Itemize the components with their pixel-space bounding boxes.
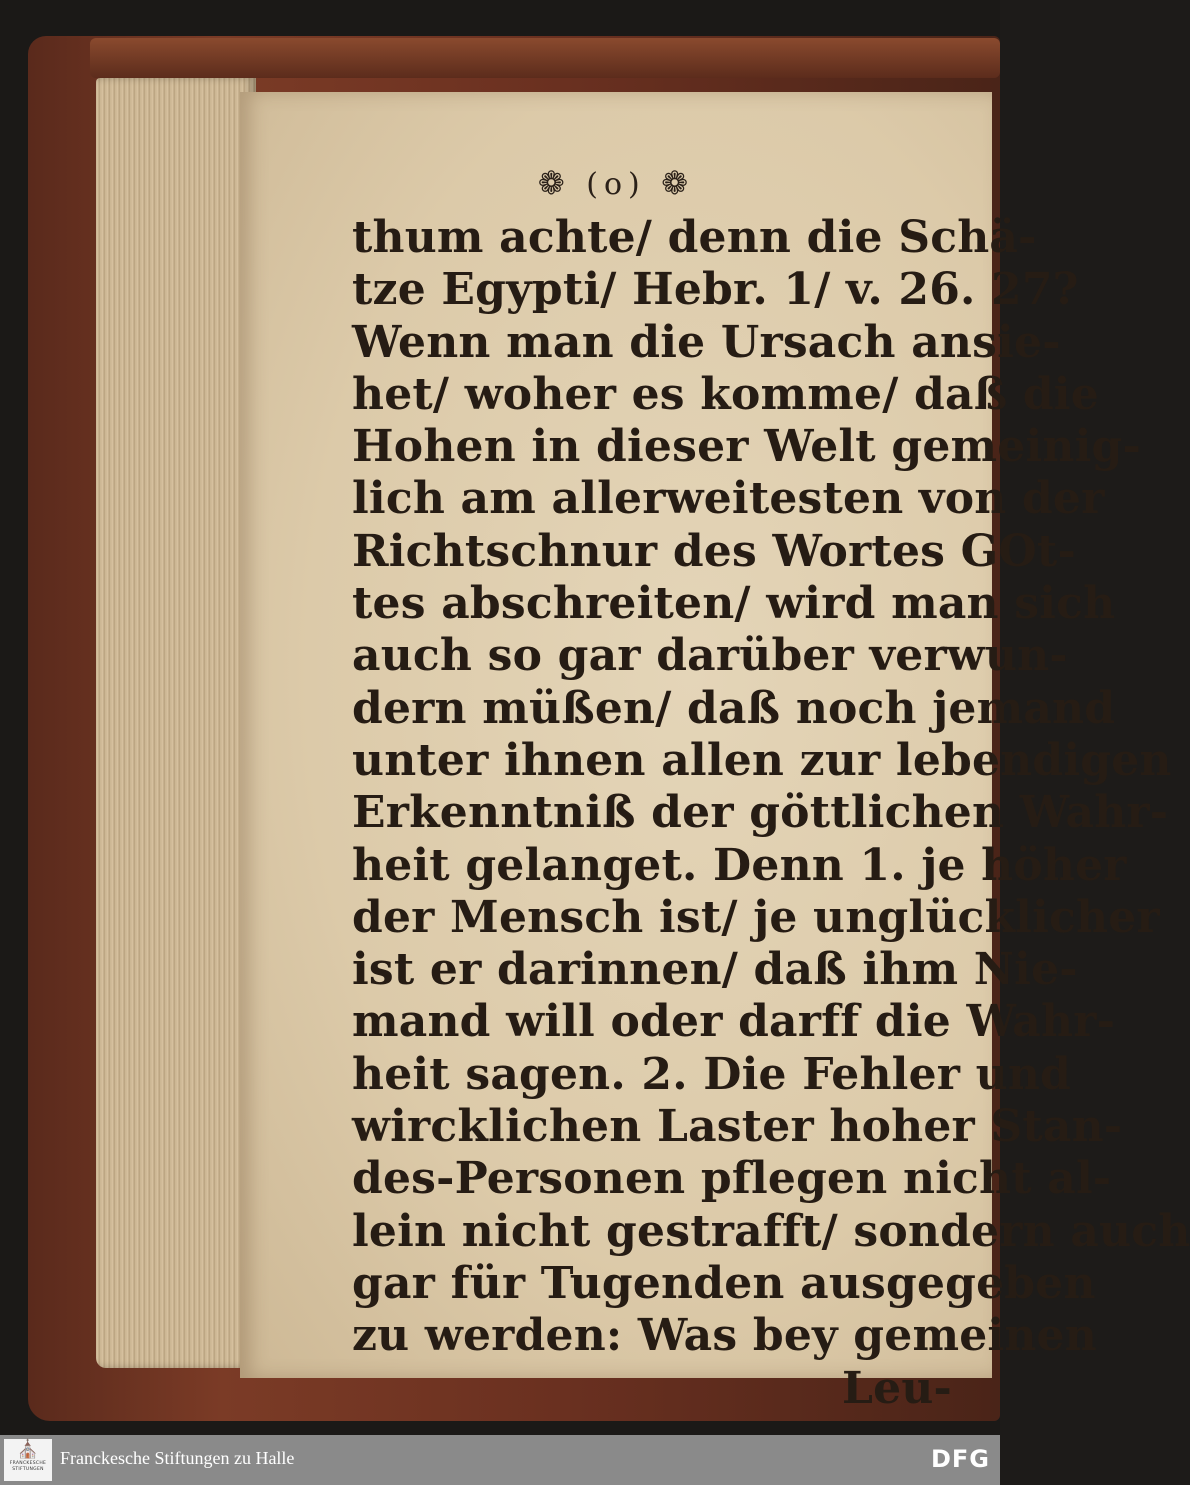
text-line: Wenn man die Ursach ansie- [352,316,1061,368]
footer-bar [0,1435,1000,1485]
page-header [240,164,992,202]
text-line: unter ihnen allen zur lebendigen [352,734,1172,786]
book-page [240,92,1190,1414]
text-line: zu werden: Was bey gemeinen [352,1310,1097,1362]
text-block [352,212,1190,1415]
text-line: mand will oder darff die Wahr- [352,996,1116,1048]
catchword: Leu- [842,1362,952,1414]
logo-text: FRANCKESCHE STIFTUNGEN [9,1461,47,1472]
text-line: lich am allerweitesten von der [352,473,1105,525]
institution-logo[interactable] [4,1439,52,1481]
text-line: auch so gar darüber verwun- [352,630,1068,682]
institution-name[interactable]: Franckesche Stiftungen zu Halle [60,1448,295,1468]
ornament-right-icon: ❁ [661,164,695,202]
book-spine-top [90,38,1000,78]
text-line: thum achte/ denn die Schä- [352,212,1037,263]
text-line: dern müßen/ daß noch jemand [352,682,1116,734]
text-line: wircklichen Laster hoher Stan- [352,1101,1123,1153]
text-line: tze Egypti/ Hebr. 1/ v. 26. 27? [352,264,1079,316]
dfg-logo[interactable]: DFG [930,1445,990,1473]
text-line: lein nicht gestrafft/ sondern auch [352,1205,1190,1257]
text-line: ist er darinnen/ daß ihm Nie- [352,944,1078,996]
building-icon: ⛪ [16,1439,40,1460]
text-line: der Mensch ist/ je unglücklicher [352,891,1160,943]
text-line: Hohen in dieser Welt gemeinig- [352,421,1141,473]
page-number: (o) [586,167,646,202]
text-line: Richtschnur des Wortes GOt- [352,525,1076,577]
text-line: tes abschreiten/ wird man sich [352,578,1116,630]
text-line: het/ woher es komme/ daß die [352,368,1099,420]
page-edges [96,78,256,1368]
text-line: des-Personen pflegen nicht al- [352,1153,1112,1205]
text-line: heit gelanget. Denn 1. je höher [352,839,1127,891]
ornament-left-icon: ❁ [537,164,571,202]
text-line: gar für Tugenden ausgegeben [352,1257,1096,1309]
text-line: heit sagen. 2. Die Fehler und [352,1048,1072,1100]
text-line: Erkenntniß der göttlichen Wahr- [352,787,1169,839]
